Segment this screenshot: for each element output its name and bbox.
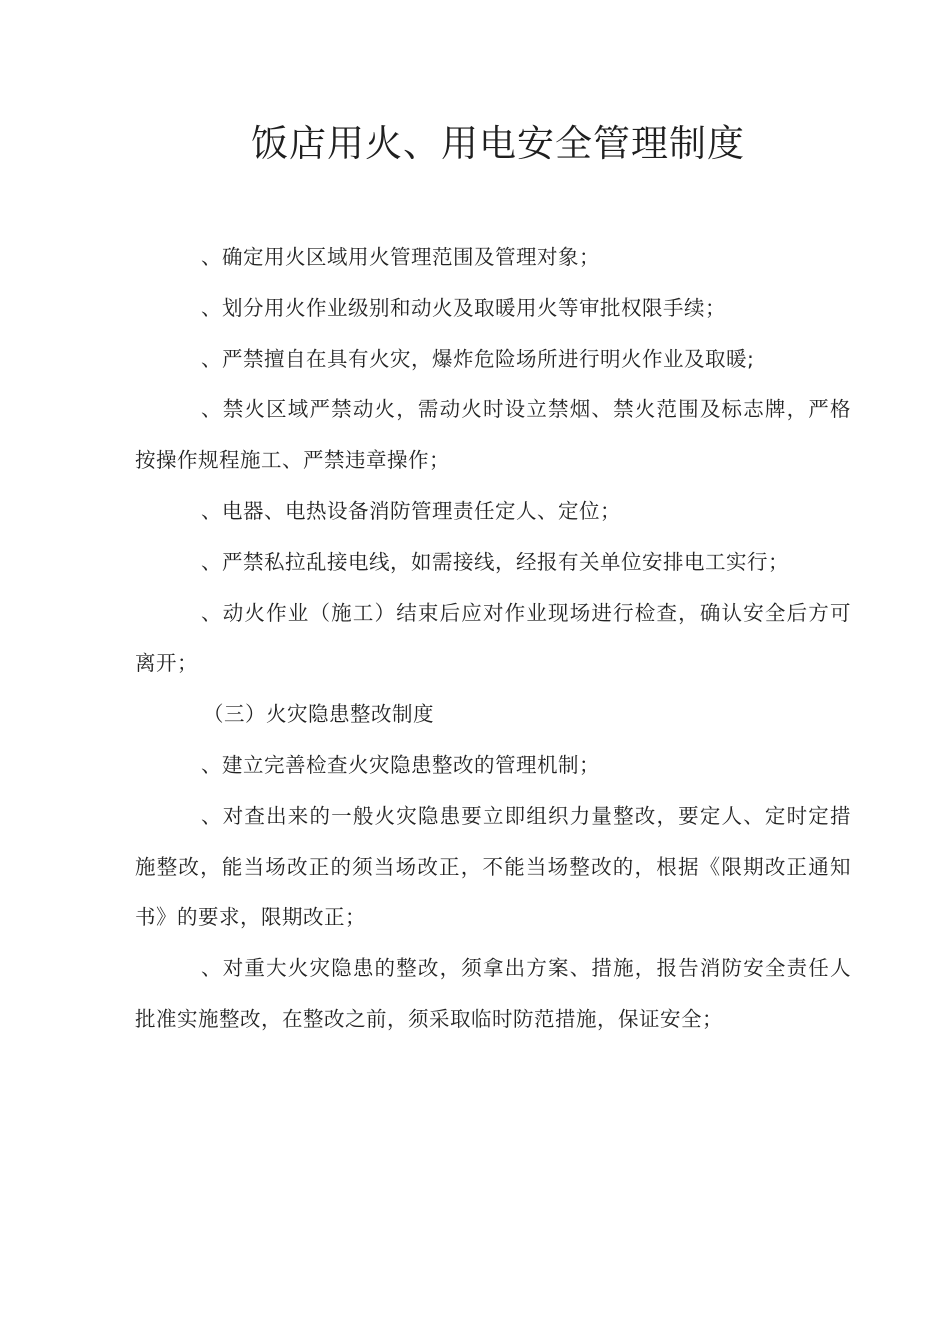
paragraph-hazard-mechanism: 、建立完善检查火灾隐患整改的管理机制；: [201, 752, 600, 777]
paragraph-electrical-responsibility: 、电器、电热设备消防管理责任定人、定位；: [201, 498, 621, 523]
paragraph-no-open-flame: 、严禁擅自在具有火灾，爆炸危险场所进行明火作业及取暖;: [201, 346, 755, 371]
paragraph-fire-ban-zone: 、禁火区域严禁动火，需动火时设立禁烟、禁火范围及标志牌，严格按操作规程施工、严禁违章操作；: [135, 397, 851, 473]
paragraph-general-hazard: 、对查出来的一般火灾隐患要立即组织力量整改，要定人、定时定措施整改，能当场改正的须当场改正，不能当场整改的，根据《限期改正通知书》的要求，限期改正；: [135, 803, 851, 930]
paragraph-no-private-wiring: 、严禁私拉乱接电线，如需接线，经报有关单位安排电工实行；: [201, 549, 789, 574]
section-heading-hazard-rectification: （三）火灾隐患整改制度: [203, 702, 434, 727]
paragraph-post-work-inspection: 、动火作业（施工）结束后应对作业现场进行检查，确认安全后方可离开；: [135, 600, 851, 676]
paragraph-fire-zone-scope: 、确定用火区域用火管理范围及管理对象；: [201, 245, 600, 269]
document-body: [135, 232, 851, 1045]
paragraph-fire-work-levels: 、划分用火作业级别和动火及取暖用火等审批权限手续；: [201, 295, 726, 320]
document-title: 饭店用火、用电安全管理制度: [251, 122, 745, 165]
paragraph-major-hazard: 、对重大火灾隐患的整改，须拿出方案、措施，报告消防安全责任人批准实施整改，在整改之前，须采取临时防范措施，保证安全；: [135, 956, 851, 1031]
